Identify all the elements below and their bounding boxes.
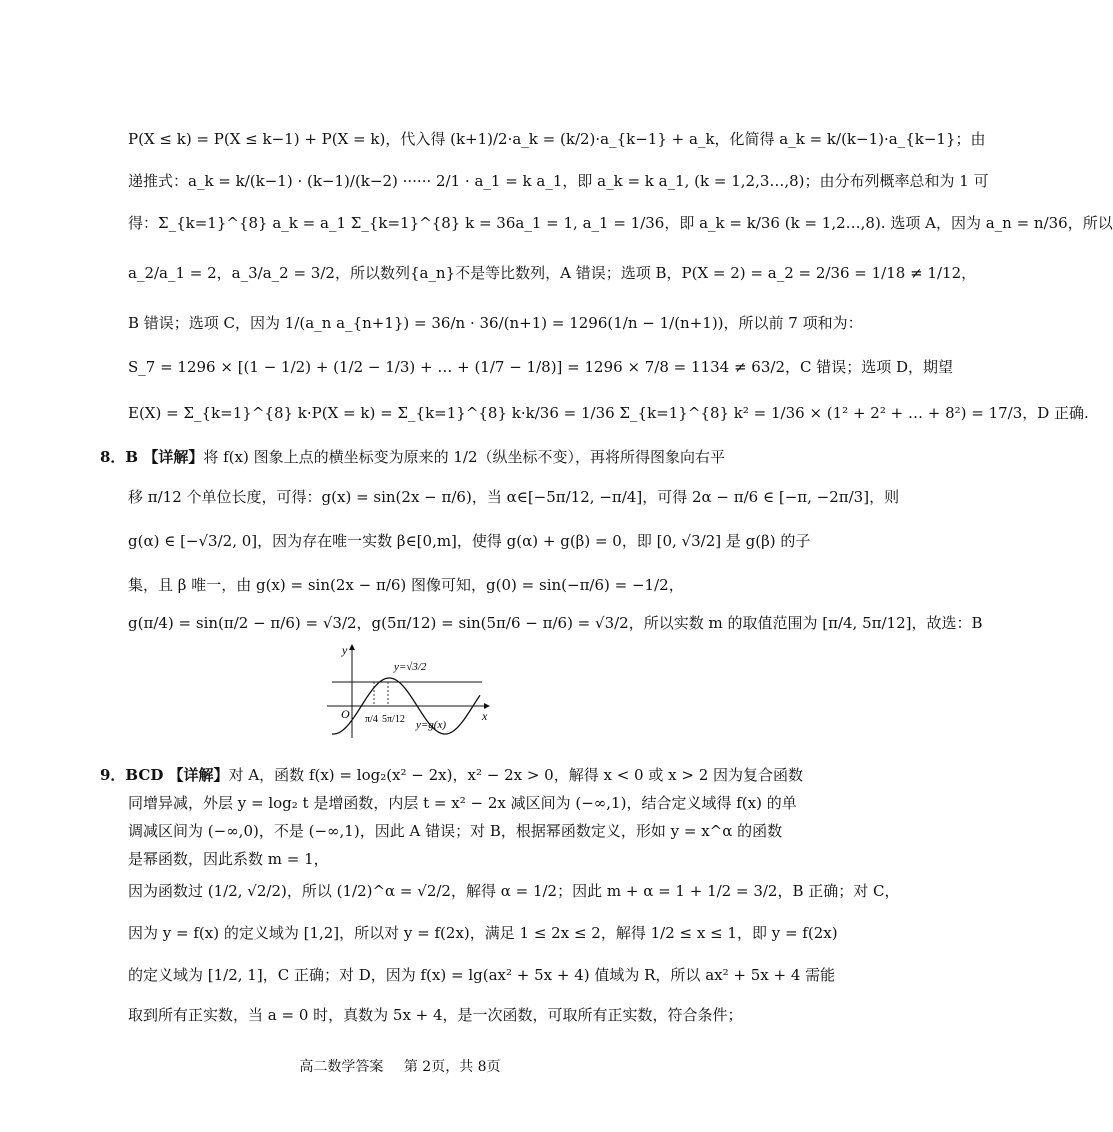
q9-text-1: 对 A，函数 f(x) = log₂(x² − 2x)，x² − 2x > 0，解得 x < 0 或 x > 2 因为复合函数: [228, 766, 804, 784]
q7-line-1: P(X ≤ k) = P(X ≤ k−1) + P(X = k)，代入得 (k+1)/2·a_k = (k/2)·a_{k−1} + a_k，化简得 a_k = k/(k−1)·a_{k−1}；由: [128, 130, 986, 148]
q7-line-2: 递推式：a_k = k/(k−1) · (k−1)/(k−2) ······ 2/1 · a_1 = k a_1，即 a_k = k a_1, (k = 1,2,3…,8)；由分布列概率总和为 1 可: [128, 172, 989, 190]
origin-label: O: [341, 707, 350, 721]
q9-line-2: 同增异减，外层 y = log₂ t 是增函数，内层 t = x² − 2x 减区间为 (−∞,1)，结合定义域得 f(x) 的单: [128, 794, 797, 812]
q7-line-4: a_2/a_1 = 2，a_3/a_2 = 3/2，所以数列{a_n}不是等比数列，A 错误；选项 B，P(X = 2) = a_2 = 2/36 = 1/18 ≠ 1/12，: [128, 264, 977, 282]
tick-pi-over-4: π/4: [365, 714, 378, 725]
curve-label: y=g(x): [416, 719, 447, 731]
q8-text-1: 将 f(x) 图象上点的横坐标变为原来的 1/2（纵坐标不变），再将所得图象向右平: [203, 448, 726, 466]
q9-line-5: 因为函数过 (1/2, √2/2)，所以 (1/2)^α = √2/2，解得 α = 1/2；因此 m + α = 1 + 1/2 = 3/2，B 正确；对 C，: [128, 882, 900, 900]
footer-title: 高二数学答案: [299, 1059, 384, 1075]
q9-line-7: 的定义域为 [1/2, 1]，C 正确；对 D，因为 f(x) = lg(ax² + 5x + 4) 值域为 R，所以 ax² + 5x + 4 需能: [128, 966, 836, 984]
hline-label: y=√3/2: [394, 661, 427, 673]
q9-line-1: [100, 764, 804, 786]
q9-label: 9．BCD 【详解】: [100, 766, 229, 784]
q9-line-8: 取到所有正实数，当 a = 0 时，真数为 5x + 4，是一次函数，可取所有正实数，符合条件；: [128, 1006, 743, 1024]
q9-line-3: 调减区间为 (−∞,0)，不是 (−∞,1)，因此 A 错误；对 B，根据幂函数定义，形如 y = x^α 的函数: [128, 822, 783, 840]
q8-line-4: 集，且 β 唯一，由 g(x) = sin(2x − π/6) 图像可知，g(0) = sin(−π/6) = −1/2，: [128, 576, 684, 594]
q7-line-5: B 错误；选项 C，因为 1/(a_n a_{n+1}) = 36/n · 36/(n+1) = 1296(1/n − 1/(n+1))，所以前 7 项和为：: [128, 314, 863, 332]
q8-line-1: [100, 446, 726, 468]
sine-graph-figure: [322, 642, 492, 742]
q7-line-7: E(X) = Σ_{k=1}^{8} k·P(X = k) = Σ_{k=1}^{8} k·k/36 = 1/36 Σ_{k=1}^{8} k² = 1/36 × (1² + 2² + … + 8²) = 17/3，D 正确.: [128, 404, 1089, 422]
q7-line-3: 得：Σ_{k=1}^{8} a_k = a_1 Σ_{k=1}^{8} k = 36a_1 = 1, a_1 = 1/36，即 a_k = k/36 (k = 1,2…,8). 选项 A，因为 a_n = n/36，所以: [128, 214, 1113, 232]
q9-line-4: 是幂函数，因此系数 m = 1，: [128, 850, 329, 868]
y-axis-arrow-icon: [349, 644, 355, 650]
q7-line-6: S_7 = 1296 × [(1 − 1/2) + (1/2 − 1/3) + … + (1/7 − 1/8)] = 1296 × 7/8 = 1134 ≠ 63/2，C 错误；选项 D，期望: [128, 358, 954, 376]
q9-line-6: 因为 y = f(x) 的定义域为 [1,2]，所以对 y = f(2x)，满足 1 ≤ 2x ≤ 2，解得 1/2 ≤ x ≤ 1，即 y = f(2x): [128, 924, 838, 942]
y-axis-label: y: [342, 643, 348, 657]
x-axis-label: x: [482, 709, 488, 723]
tick-5pi-over-12: 5π/12: [382, 714, 405, 725]
page-footer: [0, 1056, 800, 1076]
q8-line-5: g(π/4) = sin(π/2 − π/6) = √3/2，g(5π/12) = sin(5π/6 − π/6) = √3/2，所以实数 m 的取值范围为 [π/4, 5π/12]，故选：B: [128, 614, 983, 632]
q8-line-2: 移 π/12 个单位长度，可得：g(x) = sin(2x − π/6)，当 α∈[−5π/12, −π/4]，可得 2α − π/6 ∈ [−π, −2π/3]，则: [128, 488, 900, 506]
q8-label: 8．B 【详解】: [100, 448, 204, 466]
q8-line-3: g(α) ∈ [−√3/2, 0]，因为存在唯一实数 β∈[0,m]，使得 g(α) + g(β) = 0，即 [0, √3/2] 是 g(β) 的子: [128, 532, 811, 550]
footer-page-number: 第 2页，共 8页: [403, 1059, 501, 1075]
